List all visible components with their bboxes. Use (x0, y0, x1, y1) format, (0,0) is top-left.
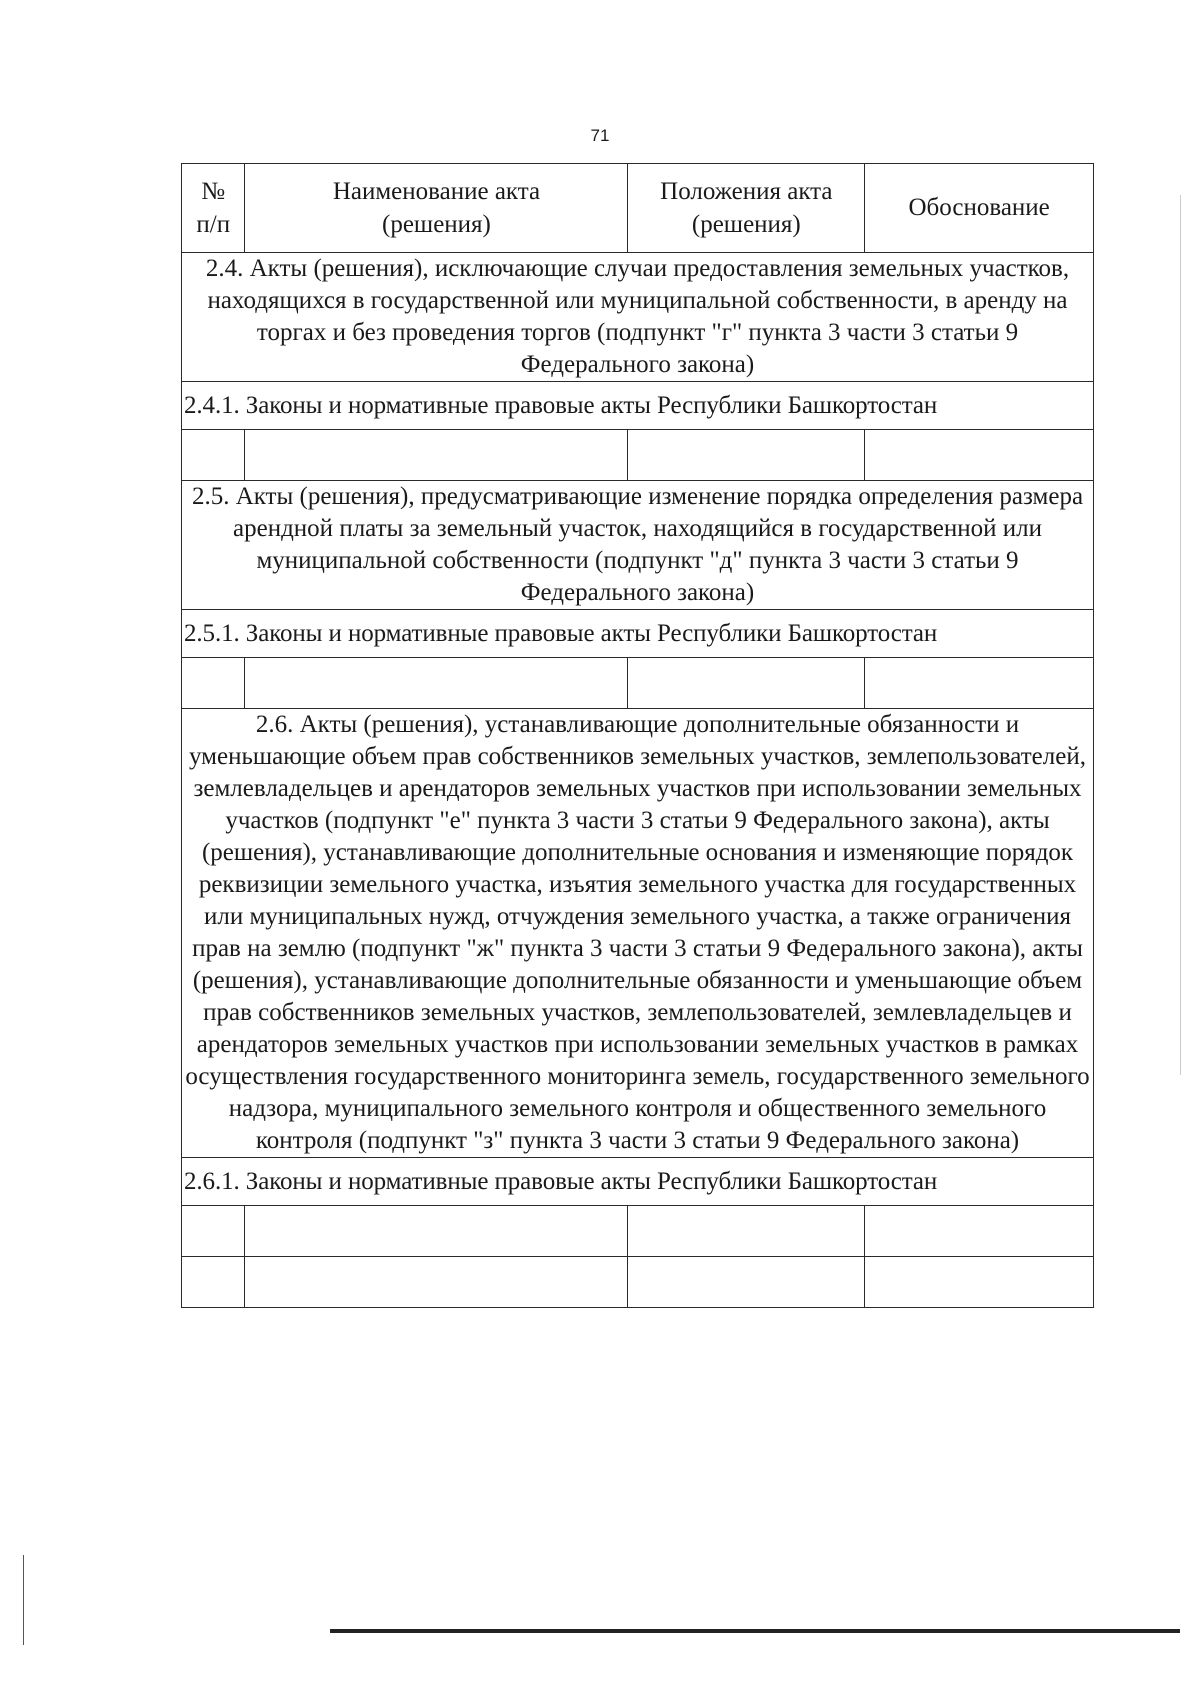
scan-margin-line (23, 1555, 24, 1645)
section-2-5-title: 2.5. Акты (решения), предусматривающие изменение порядка определения размера арендной платы за земельный участок, находящийся в государственной или муниципальной собственности (подпункт "д" пункта 3 части 3 статьи 9 Федерального закона) (182, 481, 1094, 610)
subsection-2-6-1-row (182, 1158, 1094, 1206)
table-row (182, 1206, 1094, 1257)
scan-edge-line (1180, 195, 1181, 1075)
table-row (182, 1257, 1094, 1308)
table-header-row (182, 164, 1094, 253)
subsection-2-5-1-row (182, 610, 1094, 658)
header-act-name: Наименование акта (решения) (245, 164, 628, 253)
header-basis: Обоснование (865, 164, 1094, 253)
subsection-2-5-1-title: 2.5.1. Законы и нормативные правовые акты Республики Башкортостан (182, 610, 1094, 658)
table-row (182, 430, 1094, 481)
acts-table (181, 163, 1094, 1308)
section-2-5-row (182, 481, 1094, 610)
subsection-2-6-1-title: 2.6.1. Законы и нормативные правовые акты Республики Башкортостан (182, 1158, 1094, 1206)
section-2-6-row (182, 709, 1094, 1158)
scan-bottom-rule (330, 1629, 1180, 1633)
section-2-4-title: 2.4. Акты (решения), исключающие случаи предоставления земельных участков, находящихся в государственной или муниципальной собственности, в аренду на торгах и без проведения торгов (подпункт "г" пункта 3 части 3 статьи 9 Федерального закона) (182, 253, 1094, 382)
page-number: 71 (590, 126, 610, 145)
subsection-2-4-1-row (182, 382, 1094, 430)
subsection-2-4-1-title: 2.4.1. Законы и нормативные правовые акты Республики Башкортостан (182, 382, 1094, 430)
header-number: № п/п (182, 164, 245, 253)
table-row (182, 658, 1094, 709)
header-provisions: Положения акта (решения) (628, 164, 865, 253)
section-2-6-title: 2.6. Акты (решения), устанавливающие дополнительные обязанности и уменьшающие объем прав собственников земельных участков, землепользователей, землевладельцев и арендаторов земельных участков при использовании земельных участков (подпункт "е" пункта 3 части 3 статьи 9 Федерального закона), акты (решения), устанавливающие дополнительные основания и изменяющие порядок реквизиции земельного участка, изъятия земельного участка для государственных или муниципальных нужд, отчуждения земельного участка, а также ограничения прав на землю (подпункт "ж" пункта 3 части 3 статьи 9 Федерального закона), акты (решения), устанавливающие дополнительные обязанности и уменьшающие объем прав собственников земельных участков, землепользователей, землевладельцев и арендаторов земельных участков при использовании земельных участков в рамках осуществления государственного мониторинга земель, государственного земельного надзора, муниципального земельного контроля и общественного земельного контроля (подпункт "з" пункта 3 части 3 статьи 9 Федерального закона) (182, 709, 1094, 1158)
section-2-4-row (182, 253, 1094, 382)
